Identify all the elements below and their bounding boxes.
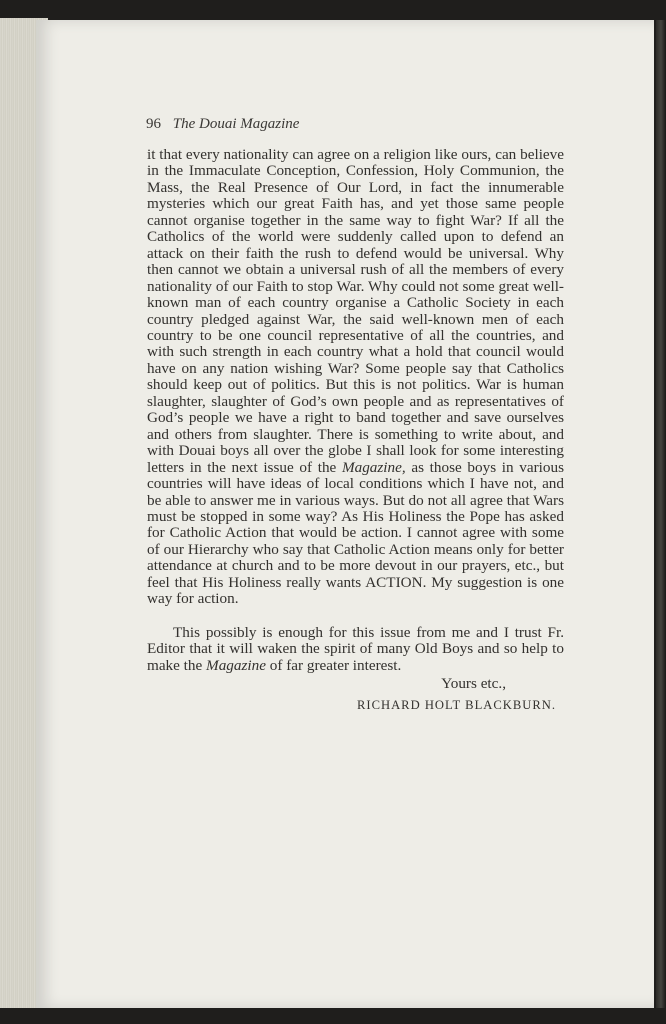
letter-closing: Yours etc., (441, 675, 506, 693)
letter-signature: RICHARD HOLT BLACKBURN. (357, 697, 556, 712)
book-spine-edge (656, 20, 666, 1008)
paragraph-1 (147, 147, 564, 608)
paragraph-1-italic-segment: Magazine, (341, 458, 406, 476)
paragraph-2 (147, 625, 564, 674)
paragraph-2-segment: This possibly is enough for this issue from me and I trust Fr. Editor that it will waken the spirit of many Old Boys and so help to make the (147, 623, 564, 674)
paragraph-2-italic-segment: Magazine (206, 656, 266, 674)
journal-title: The Douai Magazine (172, 116, 300, 132)
page-number: 96 (146, 116, 161, 132)
running-header (146, 116, 299, 133)
paragraph-2-segment: of far greater interest. (265, 656, 402, 674)
paragraph-1-segment: it that every nationality can agree on a religion like ours, can believe in the Immaculate Conception, Confession, Holy Communion, the Mass, the Real Presence of Our Lord, in fact the innumerable mysteries which our great Faith has, and yet those same people cannot organise together in the same way to fight War? If all the Catholics of the world were suddenly called upon to defend an attack on their faith the rush to defend would be universal. Why then cannot we obtain a universal rush of all the members of every nationality of our Faith to stop War. Why could not some great well-known man of each country organise a Catholic Society in each country pledged against War, the said well-known men of each country to be one council representative of all the countries, and with such strength in each country what a hold that council would have on any nation wishing War? Some people say that Catholics should keep out of politics. But this is not politics. War is human slaughter, slaughter of God’s own people and as representatives of God’s people we have a right to band together and save ourselves and others from slaughter. There is something to write about, and with Douai boys all over the globe I shall look for some interesting letters in the next issue of the (147, 146, 564, 476)
paragraph-1-segment: as those boys in various countries will have ideas of local conditions which I have not, and be able to answer me in various ways. But do not all agree that Wars must be stopped in some way? As His Holiness the Pope has asked for Catholic Action that would be action. I cannot agree with some of our Hierarchy who say that Catholic Action means only for better attendance at church and to be more devout in our prayers, etc., but feel that His Holiness really wants ACTION. My suggestion is one way for action. (147, 458, 564, 608)
letter-body (147, 147, 564, 713)
